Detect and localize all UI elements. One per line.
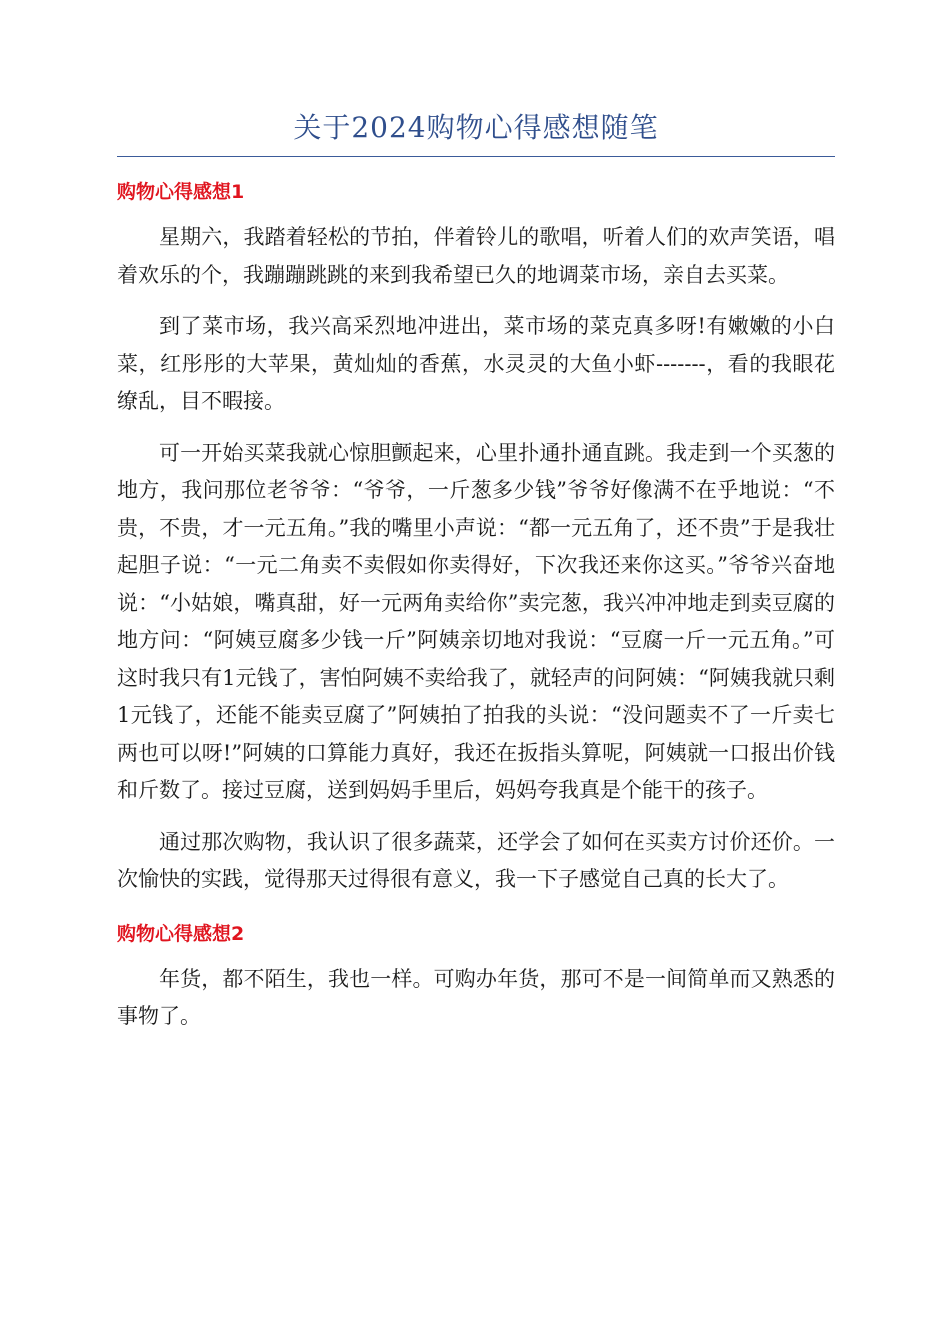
document-page (117, 108, 835, 1050)
paragraph: 通过那次购物，我认识了很多蔬菜，还学会了如何在买卖方讨价还价。一次愉快的实践，觉得那天过得很有意义，我一下子感觉自己真的长大了。 (117, 829, 835, 891)
section-heading: 购物心得感想1 (117, 181, 245, 203)
section-heading: 购物心得感想2 (117, 922, 245, 945)
paragraph: 星期六，我踏着轻松的节拍，伴着铃儿的歌唱，听着人们的欢声笑语，唱着欢乐的个，我蹦蹦跳跳的来到我希望已久的地调菜市场，亲自去买菜。 (117, 225, 835, 287)
paragraph: 年货，都不陌生，我也一样。可购办年货，那可不是一间简单而又熟悉的事物了。 (117, 966, 835, 1028)
paragraph: 可一开始买菜我就心惊胆颤起来，心里扑通扑通直跳。我走到一个买葱的地方，我问那位老爷爷：“爷爷，一斤葱多少钱”爷爷好像满不在乎地说：“不贵，不贵，才一元五角。”我的嘴里小声说：“都一元五角了，还不贵”于是我壮起胆子说：“一元二角卖不卖假如你卖得好，下次我还来你这买。”爷爷兴奋地说：“小姑娘，嘴真甜，好一元两角卖给你”卖完葱，我兴冲冲地走到卖豆腐的地方问：“阿姨豆腐多少钱一斤”阿姨亲切地对我说：“豆腐一斤一元五角。”可这时我只有1元钱了，害怕阿姨不卖给我了，就轻声的问阿姨：“阿姨我就只剩1元钱了，还能不能卖豆腐了”阿姨拍了拍我的头说：“没问题卖不了一斤卖七两也可以呀!”阿姨的口算能力真好，我还在扳指头算呢，阿姨就一口报出价钱和斤数了。接过豆腐，送到妈妈手里后，妈妈夸我真是个能干的孩子。 (117, 440, 835, 802)
paragraph: 到了菜市场，我兴高采烈地冲进出，菜市场的菜克真多呀!有嫩嫩的小白菜，红彤彤的大苹果，黄灿灿的香蕉，水灵灵的大鱼小虾-------，看的我眼花缭乱，目不暇接。 (117, 314, 835, 413)
document-title: 关于2024购物心得感想随笔 (117, 108, 835, 157)
section-1 (117, 179, 835, 899)
section-2 (117, 921, 835, 1036)
